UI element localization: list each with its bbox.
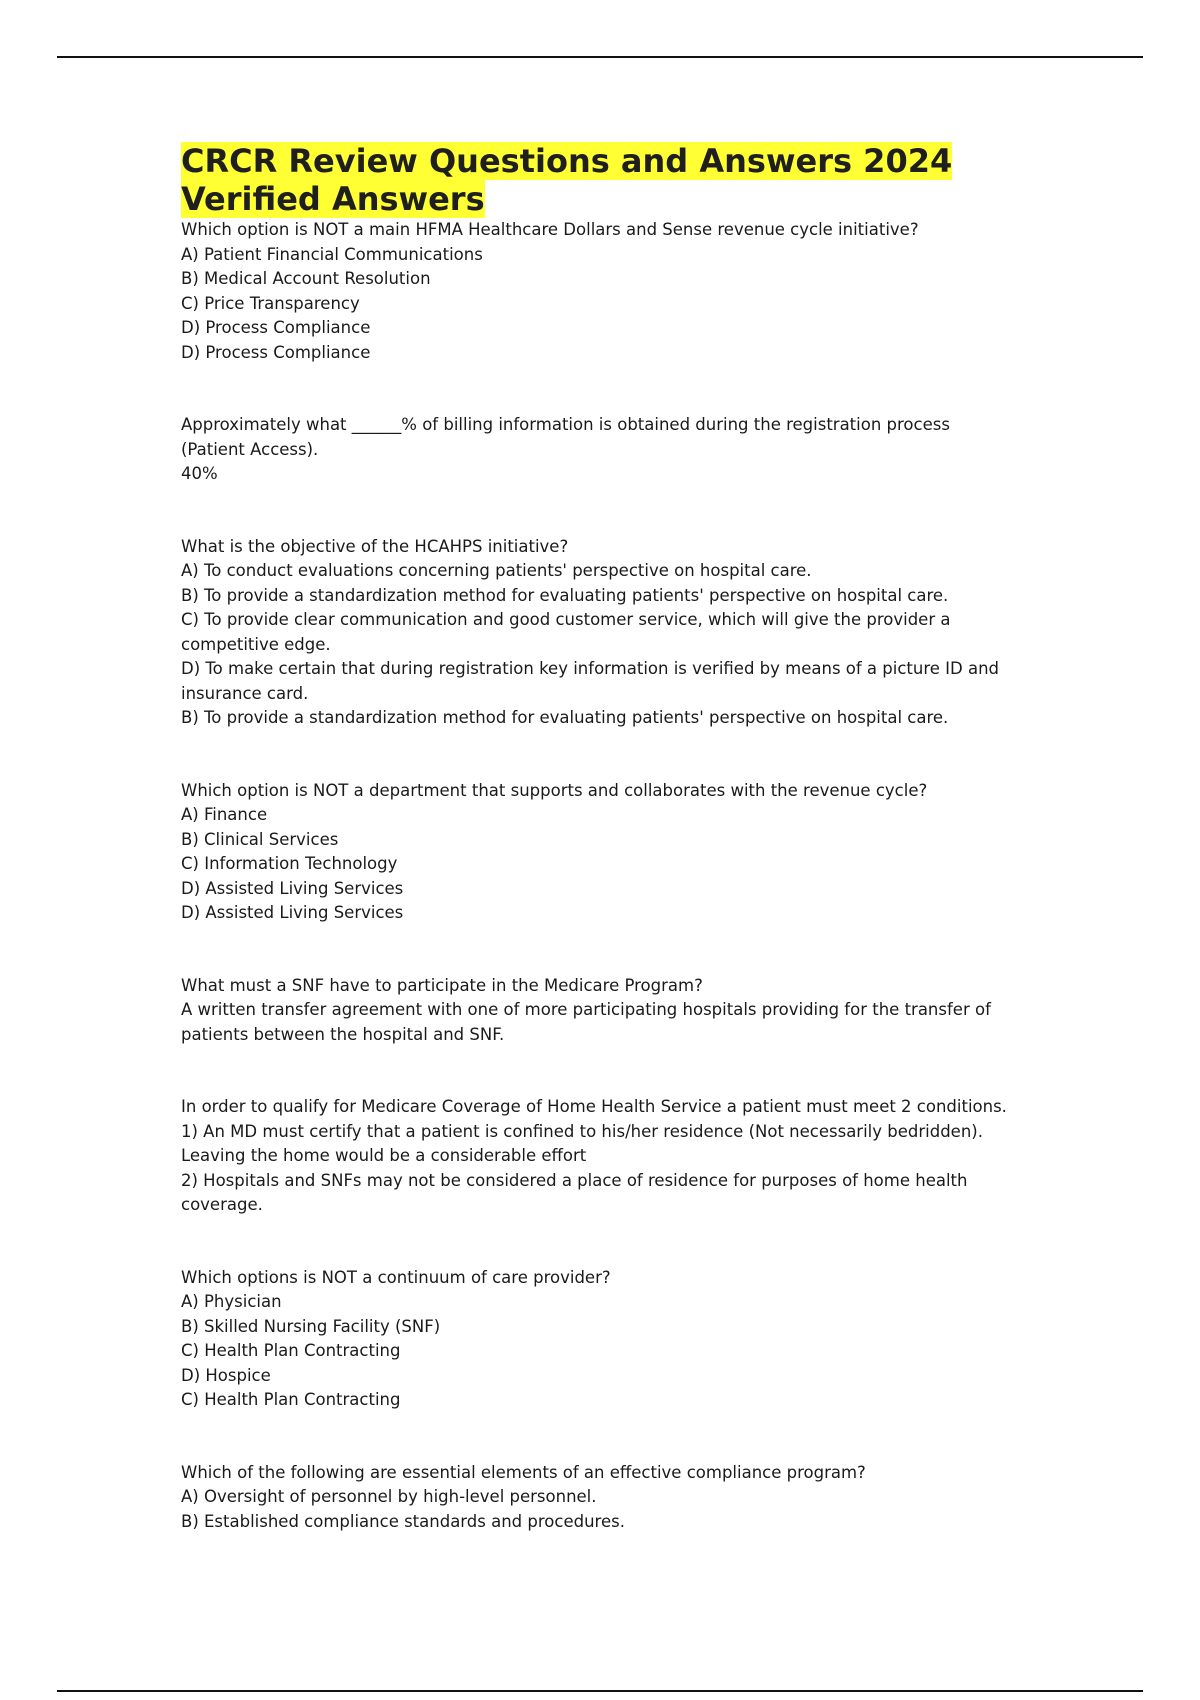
answer-line: D) To make certain that during registration key information is verified by means of a picture ID and insurance card. — [181, 659, 1005, 703]
question-text: Approximately what ______% of billing information is obtained during the registration process (Patient Access). — [181, 415, 956, 459]
answer-line: A) Physician — [181, 1292, 282, 1311]
correct-answer: 40% — [181, 464, 218, 483]
qa-block — [181, 413, 1011, 487]
question-text: What must a SNF have to participate in the Medicare Program? — [181, 975, 703, 995]
footer-rule — [57, 1690, 1143, 1692]
answer-line: A) Oversight of personnel by high-level personnel. — [181, 1487, 597, 1506]
qa-block — [181, 218, 1011, 365]
answer-line: B) Clinical Services — [181, 829, 339, 849]
qa-block — [181, 1095, 1011, 1218]
answer-line: A) To conduct evaluations concerning patients' perspective on hospital care. — [181, 561, 812, 580]
header-rule — [57, 56, 1143, 58]
document-body — [181, 142, 1011, 1534]
correct-answer: D) Assisted Living Services — [181, 903, 404, 922]
correct-answer: B) To provide a standardization method for evaluating patients' perspective on hospital care. — [181, 708, 949, 727]
question-text: What is the objective of the HCAHPS initiative? — [181, 536, 569, 556]
document-title — [181, 142, 1011, 218]
question-text: Which options is NOT a continuum of care provider? — [181, 1267, 611, 1287]
answer-line: 2) Hospitals and SNFs may not be considered a place of residence for purposes of home health coverage. — [181, 1170, 973, 1214]
answer-line: C) Price Transparency — [181, 293, 360, 313]
answer-line: D) Process Compliance — [181, 318, 371, 337]
qa-block — [181, 535, 1011, 731]
answer-line: B) Established compliance standards and procedures. — [181, 1511, 625, 1531]
qa-block — [181, 974, 1011, 1048]
answer-line: B) Medical Account Resolution — [181, 269, 431, 288]
answer-line: 1) An MD must certify that a patient is confined to his/her residence (Not necessarily bedridden). Leaving the home would be a considerable effort — [181, 1121, 989, 1165]
answer-line: A) Patient Financial Communications — [181, 244, 483, 264]
correct-answer: C) Health Plan Contracting — [181, 1390, 401, 1409]
qa-block — [181, 1266, 1011, 1413]
answer-line: B) Skilled Nursing Facility (SNF) — [181, 1316, 441, 1336]
answer-line: B) To provide a standardization method for evaluating patients' perspective on hospital care. — [181, 585, 949, 605]
question-text: In order to qualify for Medicare Coverage of Home Health Service a patient must meet 2 conditions. — [181, 1097, 1007, 1116]
answer-line: C) To provide clear communication and good customer service, which will give the provider a competitive edge. — [181, 610, 956, 654]
answer-line: D) Hospice — [181, 1365, 271, 1385]
qa-block — [181, 779, 1011, 926]
answer-line: D) Assisted Living Services — [181, 878, 404, 898]
answer-line: C) Information Technology — [181, 854, 398, 873]
answer-line: C) Health Plan Contracting — [181, 1341, 401, 1360]
question-text: Which option is NOT a main HFMA Healthcare Dollars and Sense revenue cycle initiative? — [181, 220, 919, 239]
qa-block — [181, 1461, 1011, 1535]
answer-line: A) Finance — [181, 805, 268, 824]
document-title-text: CRCR Review Questions and Answers 2024 Verified Answers — [181, 142, 953, 218]
question-text: Which of the following are essential elements of an effective compliance program? — [181, 1462, 866, 1482]
question-text: Which option is NOT a department that supports and collaborates with the revenue cycle? — [181, 780, 928, 800]
correct-answer: D) Process Compliance — [181, 342, 371, 362]
correct-answer: A written transfer agreement with one of more participating hospitals providing for the transfer of patients between the hospital and SNF. — [181, 1000, 997, 1044]
